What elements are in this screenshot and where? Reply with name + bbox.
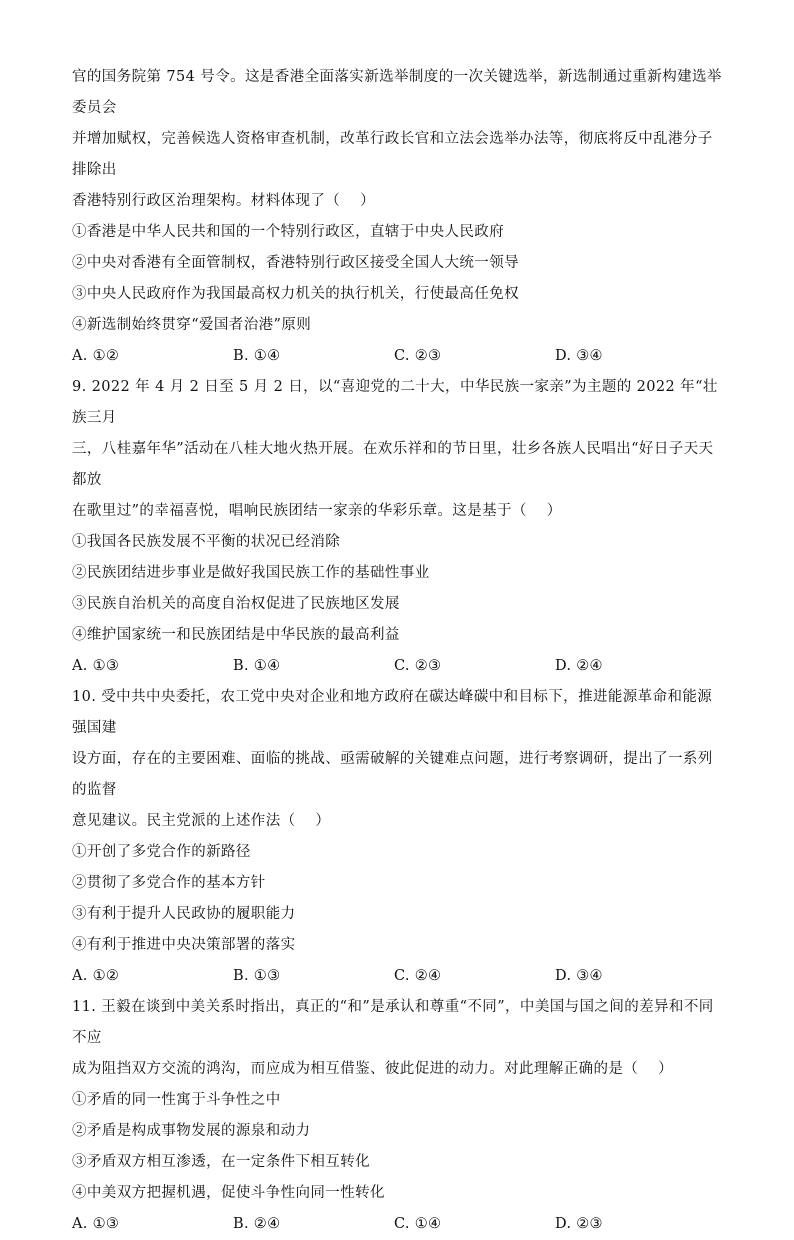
- choice-b: B. ①④: [233, 658, 281, 674]
- statement-item: ③民族自治机关的高度自治权促进了民族地区发展: [72, 596, 400, 612]
- question-stem-line: 意见建议。民主党派的上述作法（ ）: [72, 813, 331, 829]
- statement-item: ④有利于推进中央决策部署的落实: [72, 937, 296, 953]
- statement-item: ④维护国家统一和民族团结是中华民族的最高利益: [72, 627, 400, 643]
- answer-choices: [72, 341, 724, 372]
- choice-c: C. ②③: [394, 348, 442, 364]
- question-stem-line: 官的国务院第 754 号令。这是香港全面落实新选举制度的一次关键选举，新选制通过重新构建选举委员会: [72, 69, 722, 116]
- statement-item: ③中央人民政府作为我国最高权力机关的执行机关，行使最高任免权: [72, 286, 519, 302]
- question-stem-line: 并增加赋权，完善候选人资格审查机制，改革行政长官和立法会选举办法等，彻底将反中乱港分子排除出: [72, 131, 713, 178]
- statement-item: ②中央对香港有全面管制权，香港特别行政区接受全国人大统一领导: [72, 255, 519, 271]
- statement-item: ②贯彻了多党合作的基本方针: [72, 875, 266, 891]
- statement-item: ①我国各民族发展不平衡的状况已经消除: [72, 534, 341, 550]
- question-stem-line: 设方面，存在的主要困难、面临的挑战、亟需破解的关键难点问题，进行考察调研，提出了一系列的监督: [72, 751, 713, 798]
- choice-a: A. ①③: [72, 658, 120, 674]
- choice-b: B. ①③: [233, 968, 281, 984]
- question-stem-line: 香港特别行政区治理架构。材料体现了（ ）: [72, 193, 376, 209]
- question-11: [72, 992, 724, 1240]
- choice-a: A. ①③: [72, 1216, 120, 1232]
- statement-item: ③有利于提升人民政协的履职能力: [72, 906, 296, 922]
- question-stem-line: 成为阻挡双方交流的鸿沟，而应成为相互借鉴、彼此促进的动力。对此理解正确的是（ ）: [72, 1061, 674, 1077]
- choice-b: B. ①④: [233, 348, 281, 364]
- question-9: [72, 372, 724, 682]
- question-stem-line: 9. 2022 年 4 月 2 日至 5 月 2 日，以“喜迎党的二十大，中华民族一家亲”为主题的 2022 年“壮族三月: [72, 379, 718, 426]
- question-stem-line: 11. 王毅在谈到中美关系时指出，真正的“和”是承认和尊重“不同”，中美国与国之间的差异和不同不应: [72, 999, 714, 1046]
- statement-item: ②矛盾是构成事物发展的源泉和动力: [72, 1123, 311, 1139]
- question-10: [72, 682, 724, 992]
- statement-item: ②民族团结进步事业是做好我国民族工作的基础性事业: [72, 565, 430, 581]
- statement-item: ④中美双方把握机遇，促使斗争性向同一性转化: [72, 1185, 385, 1201]
- choice-b: B. ②④: [233, 1216, 281, 1232]
- choice-a: A. ①②: [72, 968, 120, 984]
- statement-item: ①香港是中华人民共和国的一个特别行政区，直辖于中央人民政府: [72, 224, 505, 240]
- question-stem-line: 三，八桂嘉年华”活动在八桂大地火热开展。在欢乐祥和的节日里，壮乡各族人民唱出“好日子天天都放: [72, 441, 714, 488]
- question-8: [72, 62, 724, 372]
- choice-d: D. ③④: [555, 968, 603, 984]
- statement-item: ①矛盾的同一性寓于斗争性之中: [72, 1092, 281, 1108]
- exam-page: [72, 62, 724, 1240]
- statement-item: ④新选制始终贯穿“爱国者治港”原则: [72, 317, 312, 333]
- choice-c: C. ①④: [394, 1216, 442, 1232]
- answer-choices: [72, 1209, 724, 1240]
- answer-choices: [72, 961, 724, 992]
- choice-d: D. ②④: [555, 658, 603, 674]
- choice-d: D. ③④: [555, 348, 603, 364]
- statement-item: ③矛盾双方相互渗透，在一定条件下相互转化: [72, 1154, 370, 1170]
- answer-choices: [72, 651, 724, 682]
- statement-item: ①开创了多党合作的新路径: [72, 844, 251, 860]
- choice-a: A. ①②: [72, 348, 120, 364]
- choice-c: C. ②④: [394, 968, 442, 984]
- question-stem-line: 在歌里过”的幸福喜悦，唱响民族团结一家亲的华彩乐章。这是基于（ ）: [72, 503, 562, 519]
- question-stem-line: 10. 受中共中央委托，农工党中央对企业和地方政府在碳达峰碳中和目标下，推进能源革命和能源强国建: [72, 689, 713, 736]
- choice-d: D. ②③: [555, 1216, 603, 1232]
- choice-c: C. ②③: [394, 658, 442, 674]
